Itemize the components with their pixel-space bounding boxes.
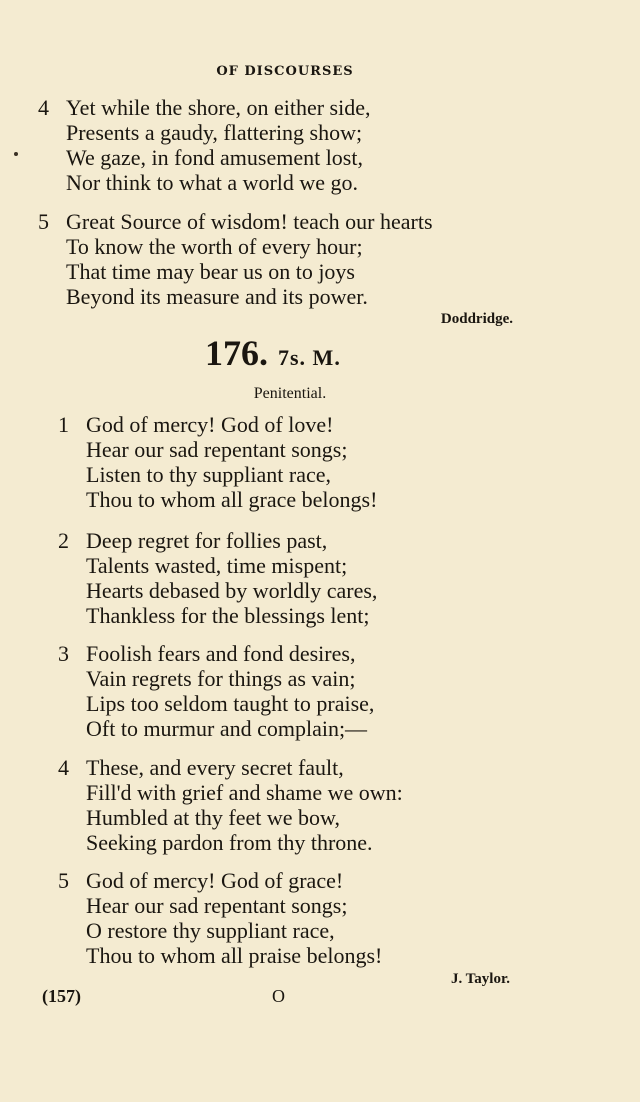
signature-mark: O xyxy=(272,986,285,1006)
verse-line: Hearts debased by worldly cares, xyxy=(86,578,378,603)
verse-line: Thou to whom all praise belongs! xyxy=(86,943,383,968)
verse-line: Talents wasted, time mispent; xyxy=(86,553,348,578)
verse-line: Hear our sad repentant songs; xyxy=(86,893,348,918)
verse-line: Fill'd with grief and shame we own: xyxy=(86,780,403,805)
verse-line: 4 Yet while the shore, on either side, xyxy=(38,95,371,120)
verse-line: Nor think to what a world we go. xyxy=(66,170,359,195)
hymn-stanza-3 xyxy=(58,641,374,741)
verse-line: Listen to thy suppliant race, xyxy=(86,462,331,487)
verse-line: Humbled at thy feet we bow, xyxy=(86,805,340,830)
verse-line: 4 These, and every secret fault, xyxy=(58,755,344,780)
verse-line: Thou to whom all grace belongs! xyxy=(86,487,378,512)
verse-line: 5 Great Source of wisdom! teach our hearts xyxy=(38,209,433,234)
stanza-number: 4 xyxy=(58,755,69,780)
verse-line: O restore thy suppliant race, xyxy=(86,918,335,943)
verse-line: To know the worth of every hour; xyxy=(66,234,363,259)
stanza-number: 1 xyxy=(58,412,69,437)
hymn-heading xyxy=(205,332,341,374)
verse-line: 5 God of mercy! God of grace! xyxy=(58,868,344,893)
verse-line: Beyond its measure and its power. xyxy=(66,284,368,309)
hymn-stanza-1 xyxy=(58,412,377,512)
stanza-number: 3 xyxy=(58,641,69,666)
hymn-stanza-5 xyxy=(58,868,382,968)
hymn-title: Penitential. xyxy=(253,385,327,402)
stanza-number: 2 xyxy=(58,528,69,553)
verse-line: 3 Foolish fears and fond desires, xyxy=(58,641,356,666)
verse-line: Presents a gaudy, flattering show; xyxy=(66,120,363,145)
verse-line: We gaze, in fond amusement lost, xyxy=(66,145,363,170)
verse-line: Oft to murmur and complain;— xyxy=(86,716,368,741)
prev-hymn-stanza-4 xyxy=(38,95,371,195)
stanza-number: 4 xyxy=(38,95,49,120)
stanza-number: 5 xyxy=(58,868,69,893)
verse-line: Seeking pardon from thy throne. xyxy=(86,830,373,855)
hymn-meter: 7s. M. xyxy=(278,345,341,370)
verse-line: 2 Deep regret for follies past, xyxy=(58,528,328,553)
verse-line: Hear our sad repentant songs; xyxy=(86,437,348,462)
ink-speck xyxy=(14,152,18,156)
stanza-number: 5 xyxy=(38,209,49,234)
hymn-stanza-2 xyxy=(58,528,377,628)
verse-line: That time may bear us on to joys xyxy=(66,259,355,284)
hymn-author: J. Taylor. xyxy=(450,971,510,987)
hymn-stanza-4 xyxy=(58,755,403,855)
hymn-number: 176. xyxy=(205,333,268,373)
running-head: OF DISCOURSES xyxy=(216,64,354,79)
prev-hymn-author: Doddridge. xyxy=(440,311,513,327)
page-mark: (157) xyxy=(42,986,81,1006)
verse-line: 1 God of mercy! God of love! xyxy=(58,412,334,437)
verse-line: Lips too seldom taught to praise, xyxy=(86,691,375,716)
verse-line: Vain regrets for things as vain; xyxy=(86,666,356,691)
prev-hymn-stanza-5 xyxy=(38,209,433,309)
verse-line: Thankless for the blessings lent; xyxy=(86,603,370,628)
